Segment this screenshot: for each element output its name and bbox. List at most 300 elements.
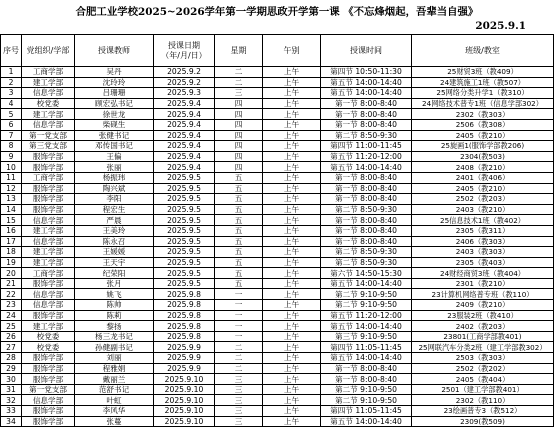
- cell-time: 第五节 14:00-14:40: [321, 278, 412, 289]
- cell-weekday: 五: [215, 257, 263, 268]
- table-row: [1, 395, 554, 406]
- cell-weekday: 四: [215, 162, 263, 173]
- document-date: 2025.9.1: [475, 20, 526, 32]
- cell-room: 23服装2班（教410）: [412, 310, 554, 321]
- cell-date: 2025.9.8: [154, 310, 215, 321]
- cell-dept: 服饰学部: [22, 353, 75, 364]
- cell-dept: 信息学部: [22, 215, 75, 226]
- cell-weekday: 五: [215, 247, 263, 258]
- cell-period: 上午: [263, 416, 321, 427]
- table-row: [1, 109, 554, 120]
- cell-date: 2025.9.4: [154, 119, 215, 130]
- cell-period: 上午: [263, 88, 321, 99]
- cell-no: 30: [1, 374, 22, 385]
- cell-room: 24建筑施工1班（教507）: [412, 77, 554, 88]
- cell-room: 2409（教210）: [412, 300, 554, 311]
- cell-teacher: 程雅娟: [75, 363, 154, 374]
- cell-dept: 建工学部: [22, 247, 75, 258]
- cell-dept: 信息学部: [22, 119, 75, 130]
- cell-date: 2025.9.10: [154, 374, 215, 385]
- cell-weekday: 三: [215, 406, 263, 417]
- cell-period: 上午: [263, 98, 321, 109]
- cell-date: 2025.9.8: [154, 321, 215, 332]
- cell-weekday: 四: [215, 151, 263, 162]
- cell-dept: 信息学部: [22, 300, 75, 311]
- cell-teacher: 陈莉: [75, 310, 154, 321]
- cell-period: 上午: [263, 172, 321, 183]
- cell-date: 2025.9.2: [154, 67, 215, 78]
- cell-teacher: 柴砚生: [75, 119, 154, 130]
- table-row: [1, 130, 554, 141]
- cell-teacher: 姚飞: [75, 289, 154, 300]
- cell-no: 10: [1, 162, 22, 173]
- cell-teacher: 张蔓: [75, 416, 154, 427]
- cell-teacher: 刘丽: [75, 353, 154, 364]
- cell-dept: 服饰学部: [22, 416, 75, 427]
- cell-weekday: 二: [215, 67, 263, 78]
- cell-time: 第四节 11:05-11:45: [321, 406, 412, 417]
- cell-time: 第五节 14:00-14:40: [321, 416, 412, 427]
- table-row: [1, 247, 554, 258]
- cell-room: 2302（教303）: [412, 109, 554, 120]
- cell-dept: 工商学部: [22, 172, 75, 183]
- cell-no: 9: [1, 151, 22, 162]
- cell-date: 2025.9.9: [154, 353, 215, 364]
- cell-dept: 建工学部: [22, 321, 75, 332]
- cell-room: 25信息技术1班（教402）: [412, 215, 554, 226]
- cell-dept: 信息学部: [22, 236, 75, 247]
- cell-teacher: 杨三龙书记: [75, 331, 154, 342]
- cell-teacher: 沈玲玲: [75, 77, 154, 88]
- cell-room: 2506（教308）: [412, 119, 554, 130]
- cell-no: 1: [1, 67, 22, 78]
- cell-room: 2305（教403）: [412, 257, 554, 268]
- cell-date: 2025.9.10: [154, 384, 215, 395]
- cell-no: 2: [1, 77, 22, 88]
- cell-weekday: 五: [215, 204, 263, 215]
- cell-date: 2025.9.9: [154, 342, 215, 353]
- cell-weekday: 五: [215, 268, 263, 279]
- cell-date: 2025.9.2: [154, 77, 215, 88]
- cell-no: 28: [1, 353, 22, 364]
- cell-period: 上午: [263, 331, 321, 342]
- cell-no: 25: [1, 321, 22, 332]
- cell-dept: 服饰学部: [22, 162, 75, 173]
- cell-dept: 服饰学部: [22, 374, 75, 385]
- cell-date: 2025.9.4: [154, 130, 215, 141]
- cell-no: 8: [1, 141, 22, 152]
- cell-period: 上午: [263, 310, 321, 321]
- header-date: [154, 35, 215, 67]
- cell-weekday: 五: [215, 215, 263, 226]
- cell-weekday: 三: [215, 384, 263, 395]
- cell-dept: 建工学部: [22, 77, 75, 88]
- cell-room: 2304(教503): [412, 151, 554, 162]
- table-row: [1, 77, 554, 88]
- table-row: [1, 278, 554, 289]
- cell-teacher: 王美玲: [75, 225, 154, 236]
- cell-room: 2401（教406）: [412, 172, 554, 183]
- cell-period: 上午: [263, 225, 321, 236]
- cell-teacher: 李风华: [75, 406, 154, 417]
- cell-dept: 信息学部: [22, 395, 75, 406]
- cell-room: 25财贸3班（教409）: [412, 67, 554, 78]
- cell-teacher: 张月: [75, 278, 154, 289]
- cell-teacher: 顾宏弘书记: [75, 98, 154, 109]
- table-row: [1, 172, 554, 183]
- cell-time: 第五节 14:00-14:40: [321, 321, 412, 332]
- cell-date: 2025.9.5: [154, 225, 215, 236]
- cell-period: 上午: [263, 236, 321, 247]
- cell-dept: 第三党支部: [22, 141, 75, 152]
- cell-time: 第五节 14:00-14:40: [321, 77, 412, 88]
- cell-no: 21: [1, 278, 22, 289]
- cell-dept: 校党委: [22, 342, 75, 353]
- cell-date: 2025.9.8: [154, 331, 215, 342]
- cell-weekday: 五: [215, 183, 263, 194]
- header-teacher: 授课教师: [75, 35, 154, 67]
- cell-date: 2025.9.4: [154, 151, 215, 162]
- cell-period: 上午: [263, 215, 321, 226]
- cell-teacher: 叶虹: [75, 395, 154, 406]
- cell-room: 2403（教210）: [412, 204, 554, 215]
- table-row: [1, 342, 554, 353]
- cell-no: 14: [1, 204, 22, 215]
- table-row: [1, 183, 554, 194]
- cell-dept: 第一党支部: [22, 130, 75, 141]
- cell-no: 17: [1, 236, 22, 247]
- cell-weekday: 五: [215, 278, 263, 289]
- table-row: [1, 257, 554, 268]
- cell-time: 第一节 8:00-8:40: [321, 172, 412, 183]
- cell-dept: 服饰学部: [22, 183, 75, 194]
- cell-room: 25网联汽车分类2班（建工学部教302）: [412, 342, 554, 353]
- cell-room: 2301（教210）: [412, 278, 554, 289]
- cell-period: 上午: [263, 257, 321, 268]
- cell-period: 上午: [263, 321, 321, 332]
- table-row: [1, 215, 554, 226]
- cell-teacher: 黎扬: [75, 321, 154, 332]
- table-row: [1, 353, 554, 364]
- cell-time: 第二节 8:50-9:30: [321, 247, 412, 258]
- cell-period: 上午: [263, 77, 321, 88]
- table-row: [1, 141, 554, 152]
- cell-no: 19: [1, 257, 22, 268]
- cell-dept: 工商学部: [22, 268, 75, 279]
- cell-no: 20: [1, 268, 22, 279]
- cell-dept: 第一党支部: [22, 384, 75, 395]
- cell-period: 上午: [263, 363, 321, 374]
- cell-period: 上午: [263, 247, 321, 258]
- cell-dept: 信息学部: [22, 289, 75, 300]
- cell-time: 第二节 9:10-9:50: [321, 300, 412, 311]
- cell-time: 第五节 11:20-12:00: [321, 151, 412, 162]
- table-row: [1, 204, 554, 215]
- cell-period: 上午: [263, 300, 321, 311]
- cell-teacher: 邓传国书记: [75, 141, 154, 152]
- cell-room: 2305（教311）: [412, 225, 554, 236]
- cell-teacher: 张健书记: [75, 130, 154, 141]
- table-row: [1, 289, 554, 300]
- cell-time: 第五节 14:00-14:40: [321, 88, 412, 99]
- schedule-table: [0, 34, 554, 427]
- cell-room: 2405（教210）: [412, 130, 554, 141]
- table-row: [1, 194, 554, 205]
- cell-no: 15: [1, 215, 22, 226]
- cell-teacher: 王天宇: [75, 257, 154, 268]
- cell-date: 2025.9.8: [154, 289, 215, 300]
- table-row: [1, 416, 554, 427]
- cell-teacher: 王偏: [75, 151, 154, 162]
- cell-room: 2309(教509): [412, 416, 554, 427]
- cell-no: 13: [1, 194, 22, 205]
- cell-weekday: 四: [215, 109, 263, 120]
- cell-date: 2025.9.5: [154, 215, 215, 226]
- cell-date: 2025.9.5: [154, 204, 215, 215]
- header-period: 午别: [263, 35, 321, 67]
- cell-room: 2501（建工学部教401）: [412, 384, 554, 395]
- header-no: 序号: [1, 35, 22, 67]
- cell-room: 24网络技术普专1班（信息学部302）: [412, 98, 554, 109]
- cell-date: 2025.9.5: [154, 236, 215, 247]
- cell-date: 2025.9.4: [154, 109, 215, 120]
- table-row: [1, 384, 554, 395]
- cell-period: 上午: [263, 109, 321, 120]
- cell-weekday: 五: [215, 194, 263, 205]
- cell-weekday: 三: [215, 374, 263, 385]
- cell-date: 2025.9.9: [154, 363, 215, 374]
- cell-date: 2025.9.5: [154, 278, 215, 289]
- cell-no: 12: [1, 183, 22, 194]
- cell-time: 第一节 8:00-8:40: [321, 109, 412, 120]
- cell-no: 16: [1, 225, 22, 236]
- cell-room: 2408（教210）: [412, 162, 554, 173]
- cell-period: 上午: [263, 384, 321, 395]
- cell-room: 2406（教303）: [412, 236, 554, 247]
- cell-period: 上午: [263, 374, 321, 385]
- cell-no: 7: [1, 130, 22, 141]
- table-row: [1, 300, 554, 311]
- cell-time: 第四节 10:50-11:30: [321, 67, 412, 78]
- cell-no: 31: [1, 384, 22, 395]
- table-row: [1, 406, 554, 417]
- cell-time: 第二节 8:50-9:30: [321, 257, 412, 268]
- cell-room: 25网络分类升学1（教310）: [412, 88, 554, 99]
- cell-period: 上午: [263, 395, 321, 406]
- cell-weekday: 五: [215, 236, 263, 247]
- cell-weekday: 三: [215, 395, 263, 406]
- cell-dept: 服饰学部: [22, 278, 75, 289]
- cell-time: 第六节 14:50-15:30: [321, 268, 412, 279]
- cell-room: 23801(工商学部教401): [412, 331, 554, 342]
- cell-date: 2025.9.10: [154, 395, 215, 406]
- cell-no: 3: [1, 88, 22, 99]
- document-title: 合肥工业学校2025~2026学年第一学期思政开学第一课 《不忘烽烟起，吾辈当自强》: [75, 6, 479, 18]
- cell-date: 2025.9.3: [154, 88, 215, 99]
- cell-time: 第五节 11:20-12:00: [321, 310, 412, 321]
- cell-period: 上午: [263, 268, 321, 279]
- cell-weekday: 五: [215, 225, 263, 236]
- cell-teacher: 吕珊珊: [75, 88, 154, 99]
- cell-room: 23计算机网络普专班（教110）: [412, 289, 554, 300]
- cell-teacher: 王媛媛: [75, 247, 154, 258]
- cell-dept: 服饰学部: [22, 204, 75, 215]
- cell-dept: 建工学部: [22, 109, 75, 120]
- cell-weekday: 五: [215, 172, 263, 183]
- cell-period: 上午: [263, 289, 321, 300]
- cell-period: 上午: [263, 183, 321, 194]
- cell-dept: 工商学部: [22, 67, 75, 78]
- table-row: [1, 98, 554, 109]
- cell-period: 上午: [263, 278, 321, 289]
- header-time: 授课时间: [321, 35, 412, 67]
- cell-period: 上午: [263, 151, 321, 162]
- header-dept: 党组织/学部: [22, 35, 75, 67]
- cell-no: 22: [1, 289, 22, 300]
- cell-weekday: 一: [215, 300, 263, 311]
- table-row: [1, 119, 554, 130]
- cell-period: 上午: [263, 162, 321, 173]
- cell-period: 上午: [263, 204, 321, 215]
- cell-period: 上午: [263, 67, 321, 78]
- cell-teacher: 李阳: [75, 194, 154, 205]
- table-row: [1, 363, 554, 374]
- cell-time: 第二节 8:50-9:30: [321, 130, 412, 141]
- cell-room: 2302（教110）: [412, 395, 554, 406]
- cell-no: 26: [1, 331, 22, 342]
- cell-date: 2025.9.4: [154, 98, 215, 109]
- cell-dept: 服饰学部: [22, 194, 75, 205]
- cell-weekday: 一: [215, 331, 263, 342]
- cell-no: 34: [1, 416, 22, 427]
- cell-weekday: 一: [215, 289, 263, 300]
- cell-room: 2402（教203）: [412, 321, 554, 332]
- cell-period: 上午: [263, 353, 321, 364]
- table-row: [1, 310, 554, 321]
- cell-time: 第一节 8:00-8:40: [321, 194, 412, 205]
- header-row: [1, 35, 554, 67]
- cell-time: 第一节 8:00-8:40: [321, 119, 412, 130]
- cell-time: 第二节 9:10-9:50: [321, 384, 412, 395]
- cell-no: 27: [1, 342, 22, 353]
- cell-time: 第一节 8:00-8:40: [321, 215, 412, 226]
- cell-time: 第一节 8:00-8:40: [321, 363, 412, 374]
- cell-room: 2403（教303）: [412, 247, 554, 258]
- cell-time: 第二节 8:50-9:30: [321, 204, 412, 215]
- table-row: [1, 331, 554, 342]
- cell-dept: 信息学部: [22, 88, 75, 99]
- table-header: [1, 35, 554, 67]
- cell-no: 24: [1, 310, 22, 321]
- cell-weekday: 二: [215, 77, 263, 88]
- cell-no: 6: [1, 119, 22, 130]
- cell-date: 2025.9.5: [154, 183, 215, 194]
- cell-teacher: 徐世龙: [75, 109, 154, 120]
- cell-room: 25旋画1(服饰学部教206): [412, 141, 554, 152]
- cell-no: 32: [1, 395, 22, 406]
- cell-no: 11: [1, 172, 22, 183]
- cell-teacher: 陶兴斌: [75, 183, 154, 194]
- cell-time: 第一节 8:00-8:40: [321, 236, 412, 247]
- cell-time: 第五节 14:00-14:40: [321, 353, 412, 364]
- cell-weekday: 三: [215, 416, 263, 427]
- cell-teacher: 吴丹: [75, 67, 154, 78]
- cell-weekday: 一: [215, 321, 263, 332]
- cell-date: 2025.9.4: [154, 162, 215, 173]
- cell-dept: 建工学部: [22, 257, 75, 268]
- header-date-line2: （年/月/日）: [161, 50, 207, 60]
- cell-teacher: 戴丽兰: [75, 374, 154, 385]
- cell-dept: 服饰学部: [22, 406, 75, 417]
- cell-dept: 建工学部: [22, 225, 75, 236]
- cell-date: 2025.9.10: [154, 416, 215, 427]
- cell-dept: 校党委: [22, 331, 75, 342]
- cell-date: 2025.9.8: [154, 300, 215, 311]
- header-weekday: 星期: [215, 35, 263, 67]
- cell-room: 2503（教303）: [412, 353, 554, 364]
- cell-room: 24财经商贸3班（教404）: [412, 268, 554, 279]
- cell-no: 23: [1, 300, 22, 311]
- cell-weekday: 四: [215, 119, 263, 130]
- cell-teacher: 陈帅: [75, 300, 154, 311]
- cell-date: 2025.9.10: [154, 406, 215, 417]
- cell-no: 18: [1, 247, 22, 258]
- cell-period: 上午: [263, 406, 321, 417]
- table-row: [1, 268, 554, 279]
- cell-period: 上午: [263, 194, 321, 205]
- cell-date: 2025.9.5: [154, 257, 215, 268]
- cell-period: 上午: [263, 130, 321, 141]
- table-row: [1, 88, 554, 99]
- cell-time: 第一节 8:00-8:40: [321, 183, 412, 194]
- cell-period: 上午: [263, 141, 321, 152]
- cell-time: 第二节 9:10-9:50: [321, 395, 412, 406]
- cell-weekday: 四: [215, 141, 263, 152]
- cell-no: 29: [1, 363, 22, 374]
- cell-weekday: 四: [215, 98, 263, 109]
- cell-dept: 服饰学部: [22, 151, 75, 162]
- cell-weekday: 二: [215, 363, 263, 374]
- header-room: 班级/教室: [412, 35, 554, 67]
- cell-time: 第五节 14:00-14:40: [321, 162, 412, 173]
- cell-date: 2025.9.5: [154, 247, 215, 258]
- cell-dept: 服饰学部: [22, 363, 75, 374]
- cell-time: 第二节 9:10-9:50: [321, 289, 412, 300]
- cell-time: 第一节 8:00-8:40: [321, 225, 412, 236]
- cell-date: 2025.9.5: [154, 268, 215, 279]
- cell-room: 2502（教202）: [412, 363, 554, 374]
- cell-teacher: 孙健副书记: [75, 342, 154, 353]
- cell-weekday: 二: [215, 342, 263, 353]
- cell-time: 第四节 11:00-11:45: [321, 141, 412, 152]
- cell-room: 2405（教210）: [412, 183, 554, 194]
- table-row: [1, 162, 554, 173]
- cell-teacher: 纪荣阳: [75, 268, 154, 279]
- cell-date: 2025.9.5: [154, 194, 215, 205]
- cell-time: 第一节 8:00-8:40: [321, 374, 412, 385]
- cell-no: 5: [1, 109, 22, 120]
- cell-time: 第四节 11:05-11:45: [321, 342, 412, 353]
- cell-teacher: 程宏生: [75, 204, 154, 215]
- cell-period: 上午: [263, 342, 321, 353]
- cell-date: 2025.9.5: [154, 172, 215, 183]
- cell-date: 2025.9.4: [154, 141, 215, 152]
- cell-no: 4: [1, 98, 22, 109]
- cell-weekday: 三: [215, 88, 263, 99]
- cell-no: 33: [1, 406, 22, 417]
- cell-room: 2502（教203）: [412, 194, 554, 205]
- cell-weekday: 一: [215, 310, 263, 321]
